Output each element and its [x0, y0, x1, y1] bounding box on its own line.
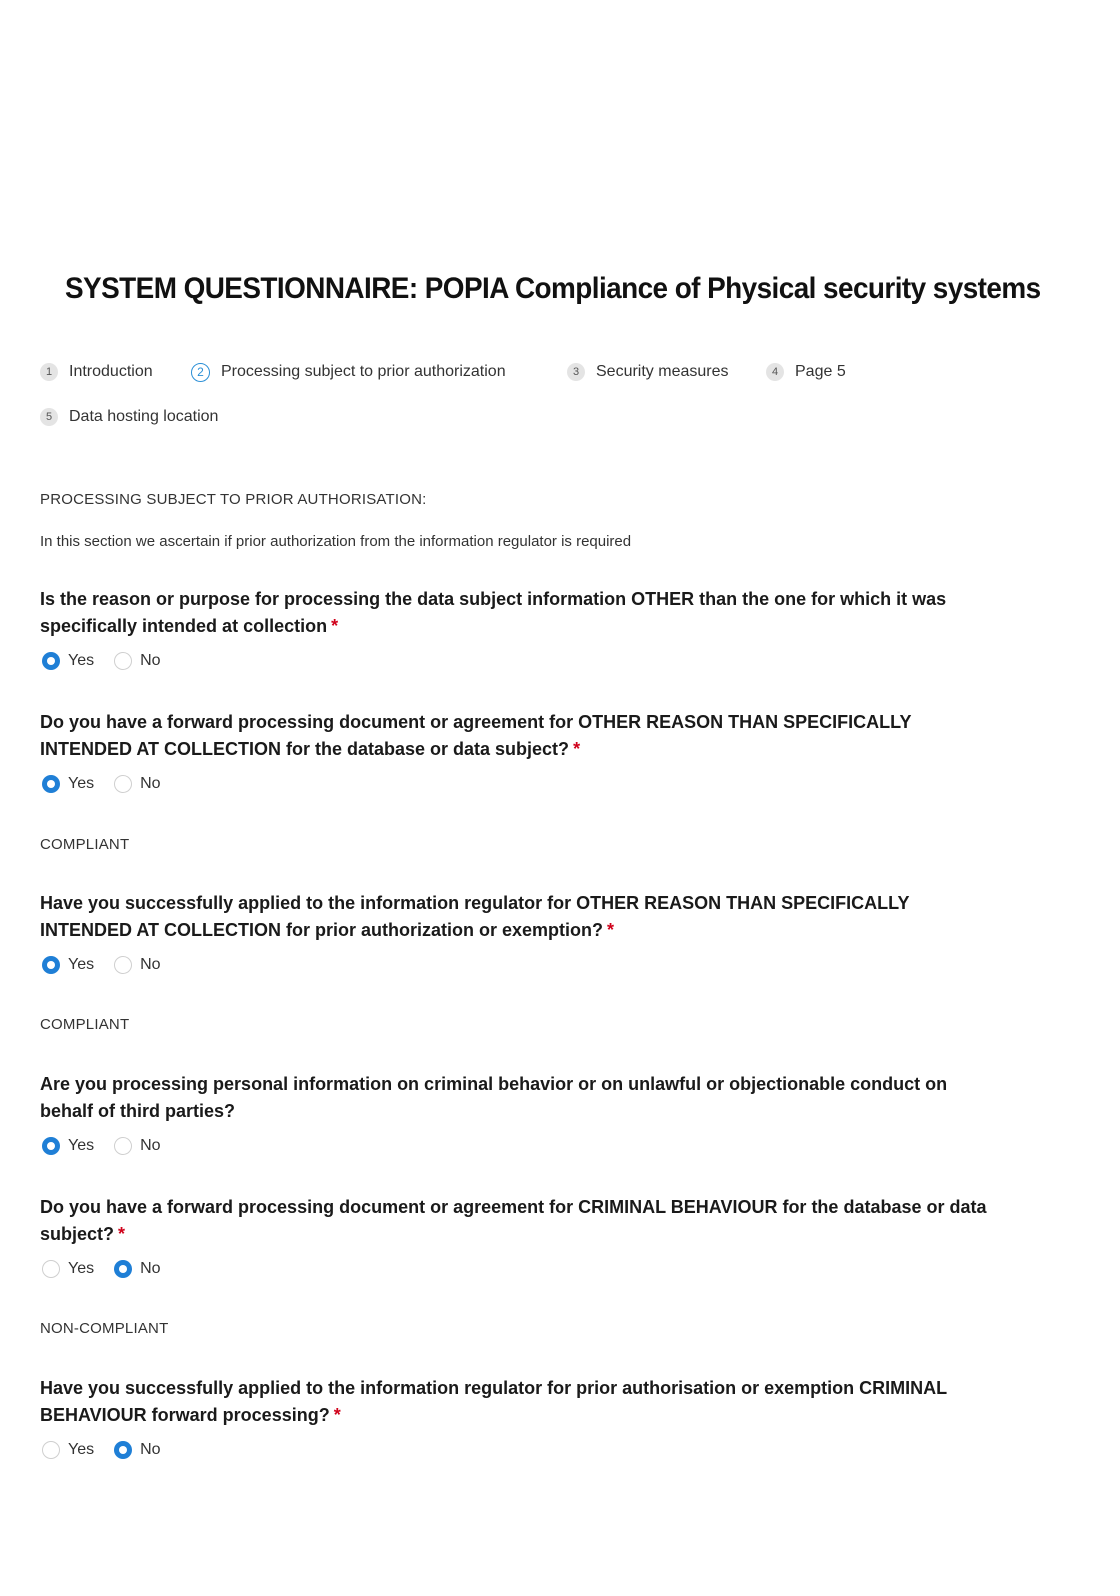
- step-introduction[interactable]: [40, 360, 153, 384]
- q6-option-yes[interactable]: [42, 1441, 94, 1459]
- option-label: No: [140, 1137, 161, 1154]
- q1-option-no[interactable]: [114, 652, 160, 670]
- compliance-status: COMPLIANT: [40, 836, 130, 853]
- radio-button[interactable]: [42, 1260, 60, 1278]
- radio-button-checked[interactable]: [42, 956, 60, 974]
- section-title: PROCESSING SUBJECT TO PRIOR AUTHORISATION:: [40, 491, 427, 508]
- option-label: No: [140, 1441, 161, 1458]
- option-label: Yes: [68, 652, 95, 669]
- question-5-options: [42, 1258, 181, 1280]
- step-number: 3: [567, 363, 585, 381]
- question-6-options: [42, 1439, 181, 1461]
- question-text: Are you processing personal information on criminal behavior or on unlawful or objectionable conduct on behalf of third parties?: [40, 1074, 948, 1121]
- required-marker: *: [607, 920, 615, 940]
- q3-option-yes[interactable]: [42, 956, 94, 974]
- radio-button[interactable]: [114, 652, 132, 670]
- q5-option-no[interactable]: [114, 1260, 160, 1278]
- question-text: Have you successfully applied to the information regulator for OTHER REASON THAN SPECIFICALLY INTENDED AT COLLECTION for prior authorization or exemption?: [40, 893, 910, 940]
- radio-button-checked[interactable]: [42, 775, 60, 793]
- step-number: 4: [766, 363, 784, 381]
- question-5: [40, 1194, 990, 1248]
- q2-option-yes[interactable]: [42, 775, 94, 793]
- step-number: 2: [191, 363, 210, 382]
- step-number: 1: [40, 363, 58, 381]
- option-label: No: [140, 775, 161, 792]
- step-label: Data hosting location: [69, 408, 219, 425]
- question-1-options: [42, 650, 181, 672]
- required-marker: *: [573, 739, 581, 759]
- question-text: Have you successfully applied to the information regulator for prior authorisation or exemption CRIMINAL BEHAVIOUR forward processing?: [40, 1378, 947, 1425]
- q2-option-no[interactable]: [114, 775, 160, 793]
- q4-option-yes[interactable]: [42, 1137, 94, 1155]
- option-label: Yes: [68, 775, 95, 792]
- option-label: Yes: [68, 1137, 95, 1154]
- compliance-status: NON-COMPLIANT: [40, 1320, 169, 1337]
- step-processing-prior-authorization[interactable]: [191, 360, 506, 384]
- q6-option-no[interactable]: [114, 1441, 160, 1459]
- question-text: Do you have a forward processing document or agreement for OTHER REASON THAN SPECIFICALLY INTENDED AT COLLECTION for the database or data subject?: [40, 712, 912, 759]
- radio-button[interactable]: [114, 775, 132, 793]
- radio-button-checked[interactable]: [42, 652, 60, 670]
- radio-button-checked[interactable]: [42, 1137, 60, 1155]
- step-label: Security measures: [596, 363, 729, 380]
- radio-button[interactable]: [114, 956, 132, 974]
- step-security-measures[interactable]: [567, 360, 729, 384]
- step-page-5[interactable]: [766, 360, 846, 384]
- step-label: Processing subject to prior authorization: [221, 363, 506, 380]
- option-label: Yes: [68, 1260, 95, 1277]
- question-3-options: [42, 954, 181, 976]
- question-2: [40, 709, 990, 763]
- question-2-options: [42, 773, 181, 795]
- q5-option-yes[interactable]: [42, 1260, 94, 1278]
- question-3: [40, 890, 990, 944]
- step-label: Introduction: [69, 363, 153, 380]
- page-title: SYSTEM QUESTIONNAIRE: POPIA Compliance of Physical security systems: [65, 272, 1041, 305]
- option-label: No: [140, 1260, 161, 1277]
- question-text: Is the reason or purpose for processing the data subject information OTHER than the one for which it was specifically intended at collection: [40, 589, 947, 636]
- q4-option-no[interactable]: [114, 1137, 160, 1155]
- radio-button-checked[interactable]: [114, 1441, 132, 1459]
- q3-option-no[interactable]: [114, 956, 160, 974]
- q1-option-yes[interactable]: [42, 652, 94, 670]
- radio-button-checked[interactable]: [114, 1260, 132, 1278]
- option-label: Yes: [68, 1441, 95, 1458]
- radio-button[interactable]: [42, 1441, 60, 1459]
- question-6: [40, 1375, 990, 1429]
- required-marker: *: [118, 1224, 126, 1244]
- question-text: Do you have a forward processing document or agreement for CRIMINAL BEHAVIOUR for the database or data subject?: [40, 1197, 987, 1244]
- question-4-options: [42, 1135, 181, 1157]
- required-marker: *: [331, 616, 339, 636]
- question-1: [40, 586, 990, 640]
- option-label: No: [140, 956, 161, 973]
- required-marker: *: [333, 1405, 341, 1425]
- step-number: 5: [40, 408, 58, 426]
- option-label: Yes: [68, 956, 95, 973]
- step-data-hosting-location[interactable]: [40, 405, 218, 429]
- compliance-status: COMPLIANT: [40, 1016, 130, 1033]
- section-description: In this section we ascertain if prior authorization from the information regulator is required: [40, 533, 632, 550]
- question-4: [40, 1071, 990, 1125]
- step-label: Page 5: [795, 363, 846, 380]
- radio-button[interactable]: [114, 1137, 132, 1155]
- option-label: No: [140, 652, 161, 669]
